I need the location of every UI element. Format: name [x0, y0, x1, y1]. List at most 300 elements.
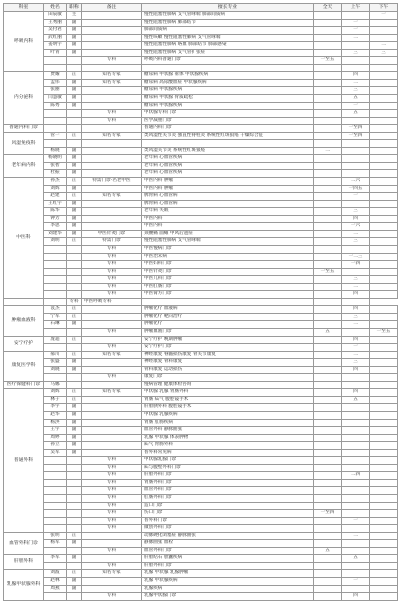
specialty-cell: 糖尿病 高尿酸血症 甲状腺疾病 [142, 79, 314, 87]
table-row [4, 442, 398, 450]
table-row [4, 72, 398, 80]
name-cell: 刘晓 [44, 366, 67, 374]
pm-cell [370, 276, 398, 284]
specialty-cell: 肿瘤血液门诊 [142, 328, 314, 336]
table-row [4, 457, 398, 465]
specialty-cell: 中医儿科门诊 [142, 276, 314, 284]
table-header [4, 4, 398, 12]
am-cell [342, 449, 370, 457]
note-cell [82, 42, 142, 50]
name-cell: 闫慧敏 [44, 95, 67, 103]
title-cell [67, 517, 82, 525]
name-cell: 钟芳 [44, 215, 67, 223]
specialty-cell: 普外科门诊 [142, 517, 314, 525]
am-cell: 二 [342, 351, 370, 359]
pm-cell [370, 344, 398, 352]
specialty-cell: 中医慢病门诊 [142, 245, 314, 253]
pm-cell [370, 351, 398, 359]
pm-cell [370, 223, 398, 231]
am-cell [342, 464, 370, 472]
title-cell: 副 [67, 442, 82, 450]
title-cell: 副 [67, 411, 82, 419]
full-day-cell [314, 178, 342, 186]
full-day-cell [314, 185, 342, 193]
note-cell [82, 532, 142, 540]
specialty-cell: 老年病 失眠 [142, 208, 314, 216]
pm-cell [370, 547, 398, 555]
specialty-cell: 微创外科门诊 [142, 525, 314, 533]
full-day-cell [314, 525, 342, 533]
am-cell: 三 [342, 208, 370, 216]
specialty-cell: 慢性阻塞性肺病 支气管哮喘 肺部间质病 [142, 12, 314, 20]
note-cell: 知名专家 [82, 79, 142, 87]
full-day-cell [314, 487, 342, 495]
am-cell: 一 [342, 27, 370, 35]
table-row [4, 366, 398, 374]
note-cell: 专科 [82, 593, 142, 601]
pm-cell [370, 79, 398, 87]
name-cell [44, 276, 67, 284]
specialty-cell: 普外科常见病 [142, 449, 314, 457]
specialty-cell: 血管外科门诊 [142, 547, 314, 555]
table-row [4, 291, 398, 299]
full-day-cell [314, 200, 342, 208]
specialty-cell: 胃肠 肛肠疾病 [142, 419, 314, 427]
pm-cell [370, 87, 398, 95]
am-cell: 四 [342, 72, 370, 80]
department-cell: 内分泌科 [4, 72, 44, 125]
header-row [4, 4, 398, 12]
header-specialty: 擅长专业 [142, 4, 314, 12]
department-cell: 康复医学科 [4, 351, 44, 381]
name-cell: 王红宇 [44, 200, 67, 208]
department-cell: 肝胆外科 [4, 555, 44, 570]
full-day-cell [314, 502, 342, 510]
table-row [4, 374, 398, 382]
name-cell: 叶青 [44, 49, 67, 57]
table-row [4, 102, 398, 110]
full-day-cell [314, 140, 342, 148]
title-cell: 副 [67, 540, 82, 548]
full-day-cell [314, 117, 342, 125]
am-cell: 三 [342, 313, 370, 321]
header-full-day: 全天 [314, 4, 342, 12]
note-cell [82, 64, 142, 72]
title-cell: 副 [67, 147, 82, 155]
title-cell: 正 [67, 570, 82, 578]
pm-cell [370, 253, 398, 261]
full-day-cell [314, 457, 342, 465]
full-day-cell [314, 366, 342, 374]
name-cell: 孙杰 [44, 178, 67, 186]
table-row [4, 411, 398, 419]
title-cell: 正 [67, 132, 82, 140]
full-day-cell: 一至五 [314, 57, 342, 65]
note-cell: 特需门诊 [82, 238, 142, 246]
am-cell [342, 117, 370, 125]
pm-cell [370, 540, 398, 548]
note-cell: 专科 [82, 291, 142, 299]
note-cell [82, 396, 142, 404]
full-day-cell [314, 374, 342, 382]
name-cell: 武红丽 [44, 34, 67, 42]
table-row [4, 170, 398, 178]
specialty-cell: 肝胆结石 胆囊疾病 [142, 555, 314, 563]
title-cell [67, 374, 82, 382]
title-cell: 副 [67, 208, 82, 216]
specialty-cell: 血管外科 静脉曲张 [142, 427, 314, 435]
pm-cell [370, 313, 398, 321]
title-cell: 副 [67, 578, 82, 586]
table-row [4, 381, 398, 389]
full-day-cell [314, 495, 342, 503]
full-day-cell [314, 125, 342, 133]
full-day-cell [142, 298, 314, 306]
table-row [4, 193, 398, 201]
name-cell: 刘辉 [44, 185, 67, 193]
pm-cell [370, 125, 398, 133]
note-cell: 专科 [82, 328, 142, 336]
am-cell [342, 64, 370, 72]
am-cell: 三 [342, 49, 370, 57]
title-cell: 副 [67, 434, 82, 442]
title-cell: 正 [67, 238, 82, 246]
note-cell: 专科 [82, 117, 142, 125]
pm-cell [370, 374, 398, 382]
name-cell [44, 57, 67, 65]
note-cell [82, 404, 142, 412]
name-cell: 杨晓 [44, 147, 67, 155]
title-cell: 副 [67, 321, 82, 329]
am-cell: 一至四 [342, 125, 370, 133]
note-cell: 专科 [67, 298, 82, 306]
name-cell: 张明 [44, 532, 67, 540]
note-cell: 专科 [82, 502, 142, 510]
full-day-cell [314, 42, 342, 50]
pm-cell [370, 102, 398, 110]
pm-cell [370, 517, 398, 525]
full-day-cell [314, 27, 342, 35]
am-cell: 四 [342, 389, 370, 397]
title-cell [67, 547, 82, 555]
title-cell: 副 [67, 223, 82, 231]
title-cell [67, 328, 82, 336]
am-cell [342, 540, 370, 548]
specialty-cell: 中医内科 [142, 215, 314, 223]
pm-cell [370, 200, 398, 208]
pm-cell [370, 110, 398, 118]
title-cell [67, 472, 82, 480]
department-cell: 乳腺甲状腺外科 [4, 570, 44, 600]
am-cell [314, 298, 342, 306]
am-cell [342, 328, 370, 336]
title-cell [67, 464, 82, 472]
am-cell: 三 [342, 87, 370, 95]
table-row [4, 321, 398, 329]
note-cell [82, 87, 142, 95]
full-day-cell [314, 472, 342, 480]
note-cell: 特需门诊·名老中医 [82, 178, 142, 186]
name-cell [44, 268, 67, 276]
department-cell: 呼吸内科 [4, 12, 44, 72]
am-cell [342, 57, 370, 65]
pm-cell [370, 389, 398, 397]
note-cell: 专科 [82, 525, 142, 533]
full-day-cell [314, 442, 342, 450]
table-row [4, 110, 398, 118]
name-cell [44, 457, 67, 465]
specialty-cell: 乳腺 甲状腺 体表肿物 [142, 434, 314, 442]
title-cell: 副 [67, 366, 82, 374]
am-cell: 四 [342, 215, 370, 223]
title-cell [67, 64, 82, 72]
title-cell: 副 [67, 555, 82, 563]
table-row [4, 200, 398, 208]
name-cell [44, 510, 67, 518]
specialty-cell: 老年病 心血管疾病 [142, 162, 314, 170]
table-row [4, 140, 398, 148]
am-cell [342, 419, 370, 427]
note-cell [82, 49, 142, 57]
name-cell [44, 253, 67, 261]
note-cell [82, 19, 142, 27]
department-cell: 医疗保健科门诊 [4, 381, 44, 389]
am-cell: 四 [342, 366, 370, 374]
full-day-cell [314, 593, 342, 601]
pm-cell [370, 502, 398, 510]
note-cell [82, 95, 142, 103]
am-cell [342, 495, 370, 503]
am-cell: 四 [342, 593, 370, 601]
am-cell: 一二三 [342, 253, 370, 261]
specialty-cell: 慢性阻塞性肺病 肺部结节 [142, 19, 314, 27]
am-cell: 四 [342, 336, 370, 344]
table-row [4, 427, 398, 435]
specialty-cell: 颈腰痛 面瘫 中风后遗症 [142, 230, 314, 238]
specialty-cell: 中医内科 [142, 223, 314, 231]
full-day-cell [314, 517, 342, 525]
title-cell: 正 [67, 336, 82, 344]
specialty-cell: 老年病 心血管疾病 [142, 155, 314, 163]
pm-cell [370, 479, 398, 487]
note-cell: 专科 [82, 110, 142, 118]
note-cell [82, 170, 142, 178]
note-cell [82, 411, 142, 419]
pm-cell [370, 555, 398, 563]
am-cell [342, 442, 370, 450]
full-day-cell [314, 72, 342, 80]
am-cell: 一四 [342, 261, 370, 269]
specialty-cell: 脾胃病 心血管病 [142, 200, 314, 208]
am-cell [342, 427, 370, 435]
title-cell: 正 [67, 72, 82, 80]
table-row [4, 64, 398, 72]
full-day-cell [314, 170, 342, 178]
table-row [4, 125, 398, 133]
pm-cell [370, 593, 398, 601]
department-cell: 中医科 [4, 178, 44, 299]
table-row [4, 487, 398, 495]
pm-cell: 一至五 [370, 328, 398, 336]
specialty-cell: 安宁疗护门诊 [142, 344, 314, 352]
full-day-cell [314, 238, 342, 246]
pm-cell [370, 427, 398, 435]
title-cell: 副 [67, 27, 82, 35]
header-dept: 科室 [4, 4, 44, 12]
name-cell: 张智 [44, 162, 67, 170]
full-day-cell [314, 162, 342, 170]
note-cell: 专科 [82, 283, 142, 291]
am-cell: 一四五 [342, 185, 370, 193]
pm-cell [370, 510, 398, 518]
full-day-cell [314, 381, 342, 389]
full-day-cell [314, 404, 342, 412]
table-row [4, 562, 398, 570]
note-cell: 专科 [82, 517, 142, 525]
name-cell: 宁军 [44, 313, 67, 321]
name-cell: 刘建华 [44, 230, 67, 238]
title-cell [67, 276, 82, 284]
name-cell [44, 517, 67, 525]
full-day-cell [314, 110, 342, 118]
specialty-cell: 糖尿病 甲状腺 骨质疏松 [142, 95, 314, 103]
full-day-cell [314, 283, 342, 291]
table-row [4, 298, 398, 306]
note-cell: 专科 [82, 276, 142, 284]
table-row [4, 593, 398, 601]
full-day-cell [314, 245, 342, 253]
table-row [4, 215, 398, 223]
table-row [4, 57, 398, 65]
table-row [4, 449, 398, 457]
note-cell: 专科 [82, 479, 142, 487]
table-row [4, 185, 398, 193]
name-cell: 刘辉 [44, 389, 67, 397]
specialty-cell: 脾胃病 心血管病 [142, 193, 314, 201]
specialty-cell: 胃肠外科门诊 [142, 479, 314, 487]
note-cell [82, 313, 142, 321]
title-cell: 正 [67, 193, 82, 201]
am-cell: 五 [342, 555, 370, 563]
table-row [4, 12, 398, 20]
pm-cell [370, 472, 398, 480]
specialty-cell: 类风湿关节炎 系统性红斑狼疮 [142, 147, 314, 155]
name-cell [44, 328, 67, 336]
am-cell [342, 200, 370, 208]
am-cell [342, 547, 370, 555]
table-row [4, 389, 398, 397]
header-pm: 下午 [370, 4, 398, 12]
table-row [4, 313, 398, 321]
name-cell [44, 344, 67, 352]
pm-cell [370, 487, 398, 495]
name-cell: 陈华 [44, 208, 67, 216]
am-cell [342, 404, 370, 412]
specialty-cell: 中医内科 肿瘤 [142, 178, 314, 186]
full-day-cell [314, 34, 342, 42]
table-row [4, 178, 398, 186]
pm-cell [370, 366, 398, 374]
note-cell: 中医针灸门诊 [82, 230, 142, 238]
title-cell: 副 [67, 95, 82, 103]
department-cell: 风湿免疫科 [4, 132, 44, 155]
pm-cell [370, 64, 398, 72]
full-day-cell [314, 344, 342, 352]
name-cell: 孟伟 [44, 79, 67, 87]
note-cell [82, 208, 142, 216]
specialty-cell: 肿瘤化疗 靶向治疗 [142, 313, 314, 321]
note-cell: 专科 [82, 374, 142, 382]
table-row [4, 79, 398, 87]
am-cell: 二 [342, 321, 370, 329]
full-day-cell [314, 359, 342, 367]
full-day-cell [314, 19, 342, 27]
title-cell [67, 381, 82, 389]
full-day-cell [314, 562, 342, 570]
full-day-cell [314, 321, 342, 329]
pm-cell [370, 162, 398, 170]
department-cell: 肿瘤血液科 [4, 306, 44, 336]
specialty-cell: 中医妇科门诊 [142, 261, 314, 269]
note-cell [82, 578, 142, 586]
note-cell [82, 381, 142, 389]
table-row [4, 479, 398, 487]
specialty-cell: 胃肠 疝气 腹腔镜手术 [142, 396, 314, 404]
table-row [4, 261, 398, 269]
am-cell: 四 [342, 291, 370, 299]
full-day-cell [314, 464, 342, 472]
table-row [4, 328, 398, 336]
full-day-cell [314, 389, 342, 397]
title-cell [67, 253, 82, 261]
note-cell [82, 434, 142, 442]
full-day-cell [314, 193, 342, 201]
specialty-cell: 疝气 胃肠外科 [142, 442, 314, 450]
title-cell [67, 283, 82, 291]
note-cell [82, 336, 142, 344]
pm-cell [370, 215, 398, 223]
full-day-cell [314, 411, 342, 419]
am-cell [342, 140, 370, 148]
full-day-cell: 五 [314, 328, 342, 336]
name-cell: 李军 [44, 555, 67, 563]
full-day-cell [314, 230, 342, 238]
note-cell [82, 555, 142, 563]
table-row [4, 208, 398, 216]
note-cell [82, 359, 142, 367]
title-cell [67, 479, 82, 487]
name-cell [44, 125, 67, 133]
title-cell: 副 [67, 49, 82, 57]
specialty-cell: 甲状腺乳腺门诊 [142, 457, 314, 465]
table-row [4, 230, 398, 238]
specialty-cell: 伤口门诊 [142, 510, 314, 518]
pm-cell [370, 57, 398, 65]
name-cell [44, 374, 67, 382]
specialty-cell: 慢性阻塞性肺病 支气管扩张症 [142, 49, 314, 57]
specialty-cell: 骨科康复 运动损伤 [142, 366, 314, 374]
name-cell [4, 298, 44, 306]
table-row [4, 283, 398, 291]
note-cell: 专科 [82, 344, 142, 352]
note-cell: 知名专家 [82, 570, 142, 578]
specialty-cell: 肝胆胰外科 腹腔镜手术 [142, 404, 314, 412]
title-cell: 副 [67, 102, 82, 110]
header-title: 职称 [67, 4, 82, 12]
specialty-cell: 血管外科门诊 [142, 487, 314, 495]
name-cell [44, 547, 67, 555]
note-cell: 专科 [82, 261, 142, 269]
